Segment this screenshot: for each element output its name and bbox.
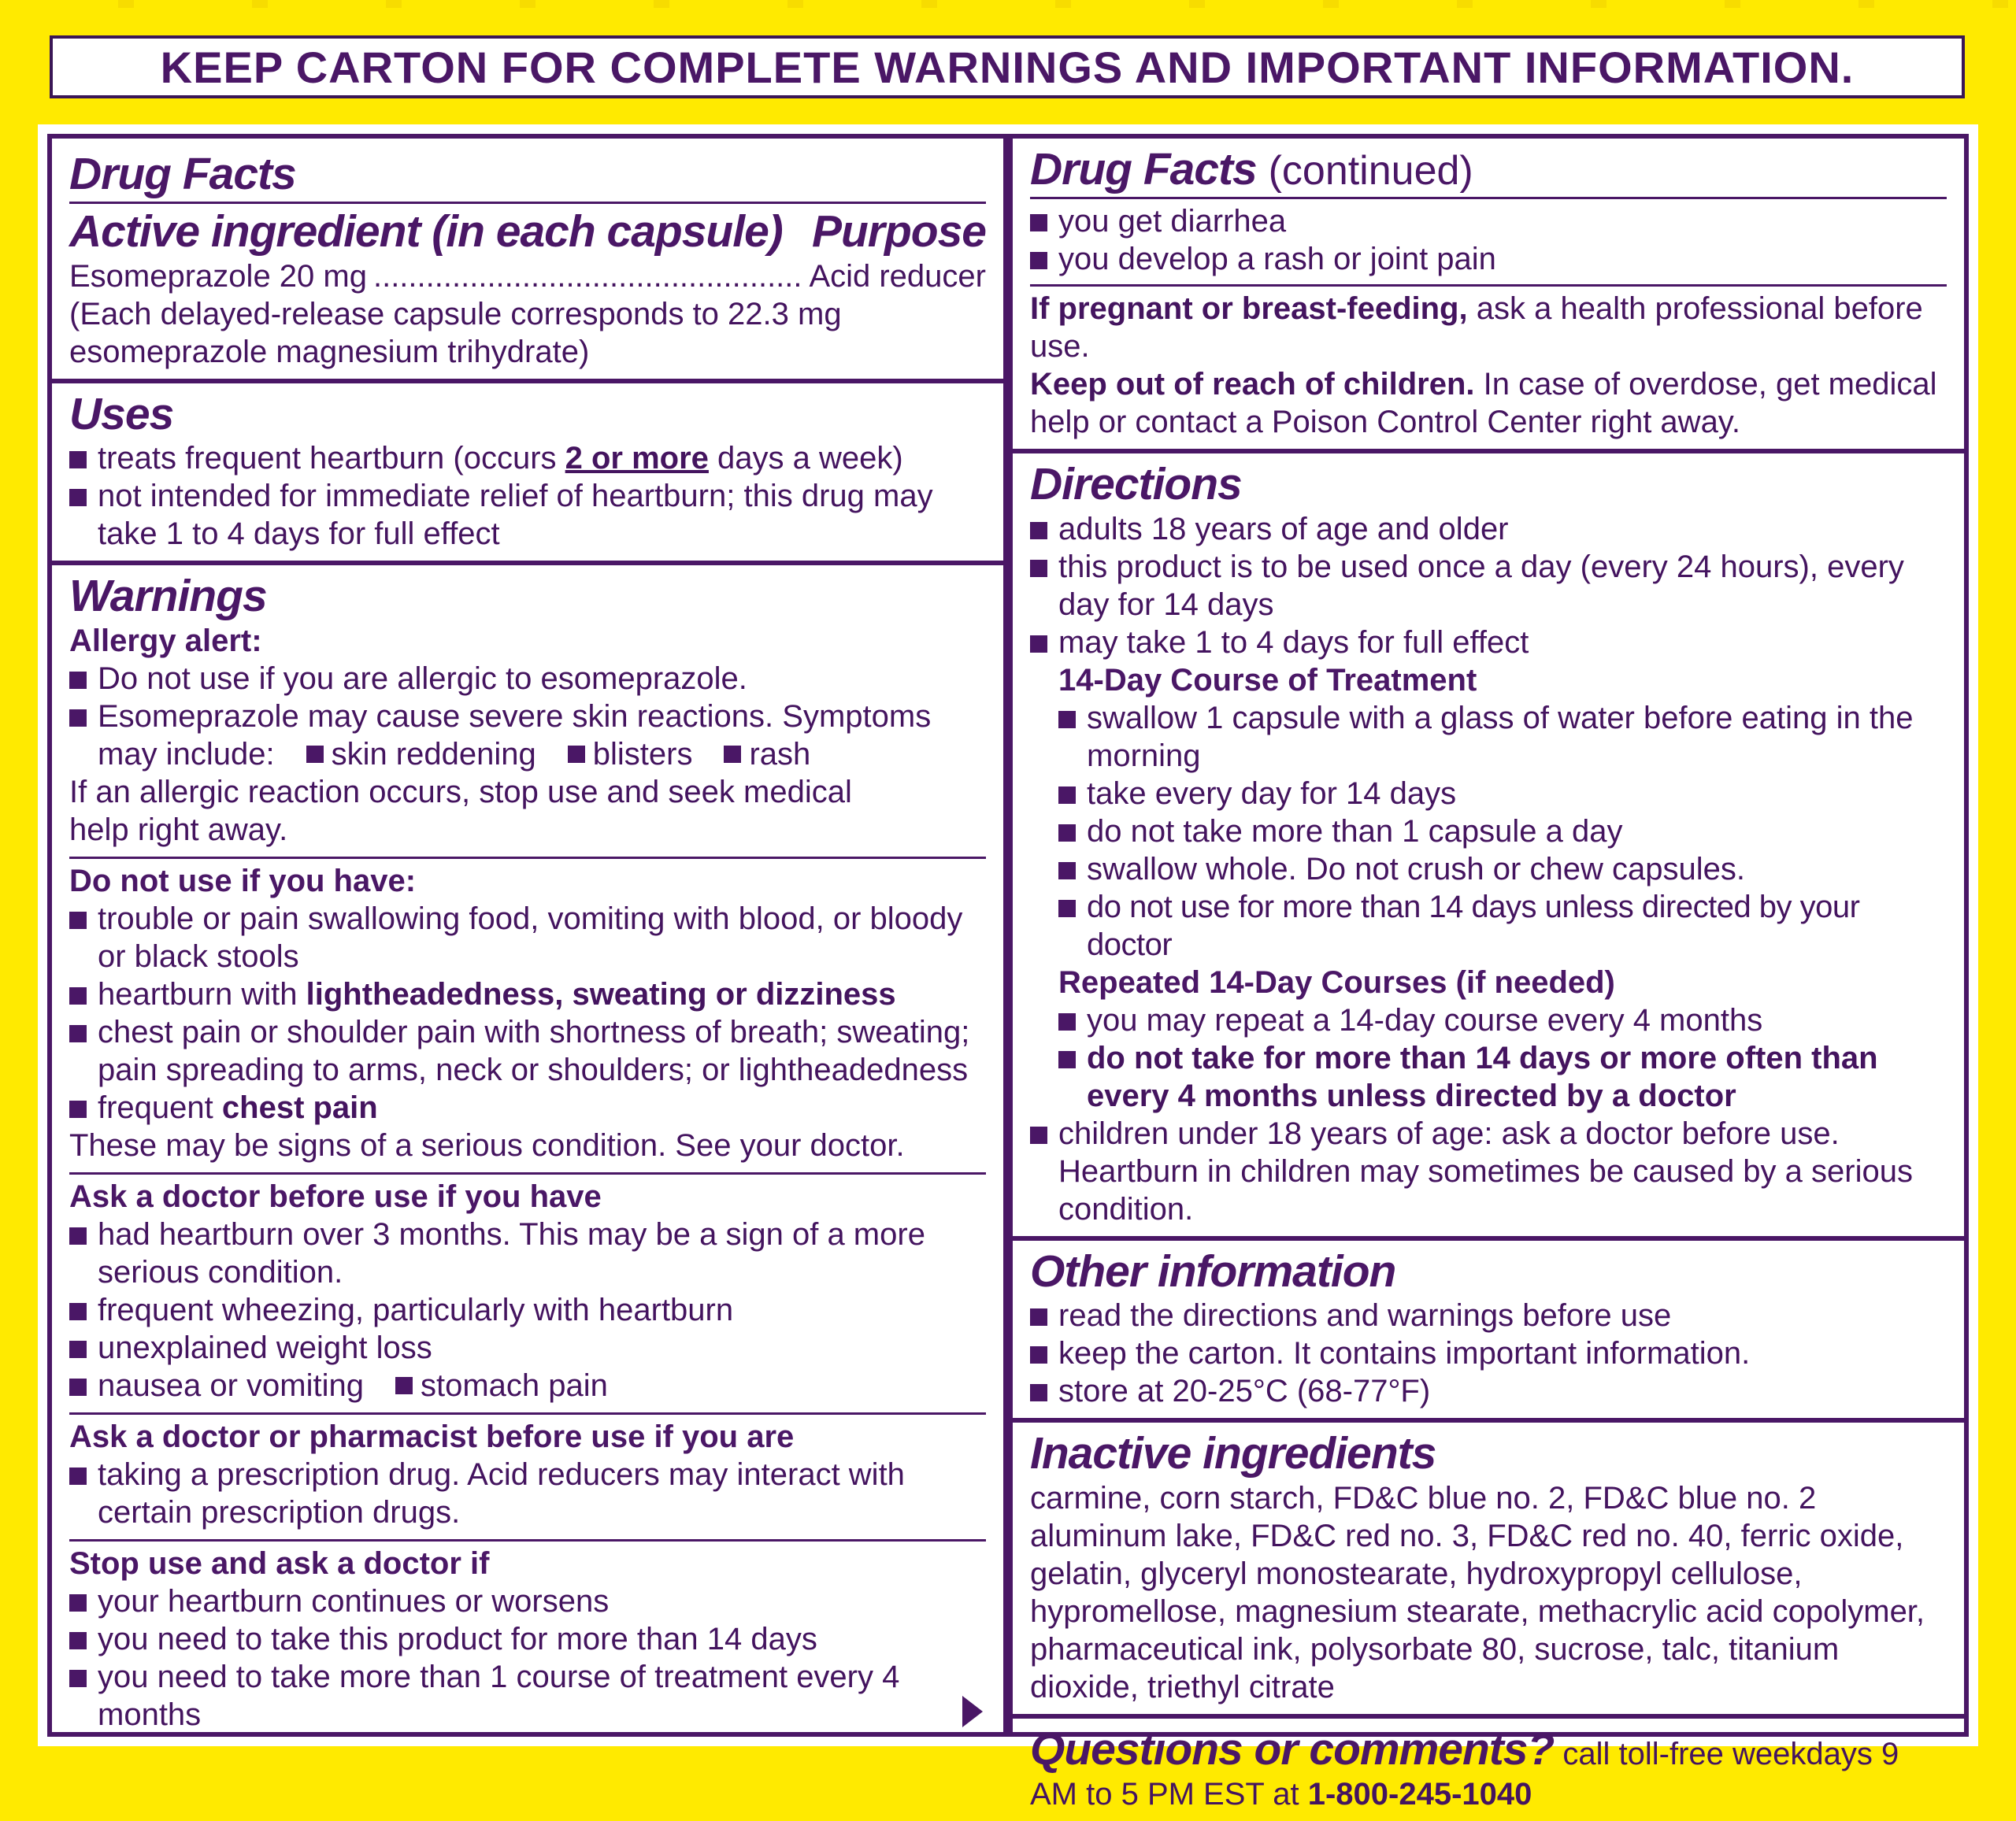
other-information-title: Other information: [1030, 1245, 1396, 1297]
continued-section: [1013, 139, 1964, 453]
square-bullet-icon: [1030, 635, 1047, 653]
square-bullet-icon: [69, 1227, 87, 1245]
square-bullet-icon: [306, 746, 324, 763]
divider: [69, 857, 986, 859]
list-item: you need to take this product for more than 14 days: [69, 1620, 986, 1658]
top-stripe: [0, 0, 2016, 8]
repeat-course-heading: Repeated 14-Day Courses (if needed): [1058, 964, 1615, 1000]
list-item: Do not use if you are allergic to esomeprazole.: [69, 660, 986, 698]
active-ingredient-heading: Active ingredient (in each capsule): [69, 205, 783, 257]
square-bullet-icon: [69, 1468, 87, 1485]
square-bullet-icon: [69, 987, 87, 1005]
children-warning: Keep out of reach of children. In case of overdose, get medical help or contact a Poison Control Center right away.: [1030, 366, 1937, 439]
divider: [1030, 284, 1947, 287]
divider: [1030, 197, 1947, 199]
ingredient-note: (Each delayed-release capsule corresponds to 22.3 mg esomeprazole magnesium trihydrate): [69, 296, 842, 369]
square-bullet-icon: [395, 1377, 413, 1394]
list-item: store at 20-25°C (68-77°F): [1030, 1372, 1947, 1410]
emphasis: 2 or more: [565, 441, 709, 476]
list-item: taking a prescription drug. Acid reducers may interact with certain prescription drugs.: [69, 1456, 986, 1531]
inactive-ingredients-title: Inactive ingredients: [1030, 1428, 1436, 1479]
phone-number: 1-800-245-1040: [1307, 1777, 1532, 1812]
list-item: keep the carton. It contains important information.: [1030, 1334, 1947, 1372]
square-bullet-icon: [1058, 824, 1076, 842]
square-bullet-icon: [568, 746, 585, 763]
list-item: heartburn with lightheadedness, sweating or dizziness: [69, 975, 986, 1013]
right-column: [1008, 134, 1969, 1812]
ask-doctor-heading: Ask a doctor before use if you have: [69, 1179, 602, 1215]
square-bullet-icon: [69, 1303, 87, 1320]
carton-banner: KEEP CARTON FOR COMPLETE WARNINGS AND IMPORTANT INFORMATION.: [50, 35, 1965, 98]
square-bullet-icon: [1030, 252, 1047, 269]
square-bullet-icon: [1030, 560, 1047, 577]
warnings-title: Warnings: [69, 571, 267, 622]
divider: [69, 202, 986, 204]
inactive-ingredients-section: [1013, 1423, 1964, 1719]
list-item: your heartburn continues or worsens: [69, 1582, 986, 1620]
square-bullet-icon: [1058, 711, 1076, 728]
list-item: children under 18 years of age: ask a doctor before use. Heartburn in children may sometimes be caused by a serious condition.: [1030, 1115, 1947, 1228]
square-bullet-icon: [1030, 1127, 1047, 1144]
list-item: you need to take more than 1 course of treatment every 4 months: [69, 1658, 925, 1734]
square-bullet-icon: [1058, 900, 1076, 917]
square-bullet-icon: [1030, 1384, 1047, 1401]
square-bullet-icon: [1058, 862, 1076, 879]
list-item: you get diarrhea: [1030, 202, 1947, 240]
warnings-section: [52, 565, 1003, 1741]
divider: [69, 1412, 986, 1415]
list-item: not intended for immediate relief of heartburn; this drug may take 1 to 4 days for full effect: [69, 477, 986, 553]
list-item: swallow 1 capsule with a glass of water before eating in the morning: [1030, 699, 1947, 775]
list-item: adults 18 years of age and older: [1030, 510, 1947, 548]
ingredient-row: [69, 257, 986, 295]
square-bullet-icon: [1058, 1051, 1076, 1068]
list-item: take every day for 14 days: [1030, 775, 1947, 812]
uses-title: Uses: [69, 388, 174, 439]
list-item: frequent wheezing, particularly with heartburn: [69, 1291, 986, 1329]
list-item: treats frequent heartburn (occurs 2 or more days a week): [69, 439, 986, 477]
list-item: do not take for more than 14 days or more often than every 4 months unless directed by a doctor: [1030, 1039, 1947, 1115]
square-bullet-icon: [1058, 787, 1076, 804]
drug-facts-panel: [38, 124, 1978, 1812]
list-item: read the directions and warnings before use: [1030, 1297, 1947, 1334]
left-column: [47, 134, 1008, 1737]
uses-section: [52, 383, 1003, 566]
drug-facts-title: Drug Facts: [69, 149, 296, 199]
square-bullet-icon: [724, 746, 741, 763]
course-heading: 14-Day Course of Treatment: [1058, 662, 1477, 698]
active-heading-row: [69, 207, 986, 257]
ingredient-purpose: Acid reducer: [809, 258, 986, 294]
do-not-use-heading: Do not use if you have:: [69, 864, 417, 899]
ask-pharmacist-heading: Ask a doctor or pharmacist before use if you are: [69, 1419, 795, 1455]
active-ingredient-section: [52, 139, 1003, 383]
square-bullet-icon: [69, 1101, 87, 1118]
list-item: do not use for more than 14 days unless directed by your doctor: [1030, 888, 1947, 964]
list-item: had heartburn over 3 months. This may be a sign of a more serious condition.: [69, 1216, 986, 1291]
directions-title: Directions: [1030, 458, 1242, 509]
list-item: chest pain or shoulder pain with shortness of breath; sweating; pain spreading to arms, neck or shoulders; or lightheadedness: [69, 1013, 986, 1089]
square-bullet-icon: [69, 912, 87, 929]
drug-facts-continued-title: Drug Facts (continued): [1030, 144, 1473, 194]
list-item: nausea or vomiting stomach pain: [69, 1367, 986, 1405]
continue-arrow-icon: [962, 1696, 983, 1727]
square-bullet-icon: [69, 1632, 87, 1649]
questions-text: Questions or comments? call toll-free weekdays 9 AM to 5 PM EST at 1-800-245-1040: [1030, 1724, 1899, 1812]
square-bullet-icon: [1030, 1346, 1047, 1364]
list-item: you develop a rash or joint pain: [1030, 240, 1947, 278]
list-item: unexplained weight loss: [69, 1329, 986, 1367]
stop-use-heading: Stop use and ask a doctor if: [69, 1546, 490, 1582]
questions-title: Questions or comments?: [1030, 1724, 1555, 1775]
square-bullet-icon: [1030, 214, 1047, 231]
questions-section: [1013, 1719, 1964, 1821]
square-bullet-icon: [69, 672, 87, 689]
list-item: may take 1 to 4 days for full effect: [1030, 624, 1947, 661]
allergy-alert-heading: Allergy alert:: [69, 624, 262, 659]
list-item: trouble or pain swallowing food, vomiting with blood, or bloody or black stools: [69, 900, 986, 975]
list-item: this product is to be used once a day (every 24 hours), every day for 14 days: [1030, 548, 1947, 624]
inactive-ingredients-text: carmine, corn starch, FD&C blue no. 2, FD&C blue no. 2 aluminum lake, FD&C red no. 3, FD&C red no. 40, ferric oxide, gelatin, glyceryl monostearate, hydroxypropyl cellulose, hypromellose, magnesium stearate, methacrylic acid copolymer, pharmaceutical ink, polysorbate 80, sucrose, talc, titanium dioxide, triethyl citrate: [1030, 1481, 1925, 1705]
divider: [69, 1539, 986, 1542]
square-bullet-icon: [69, 1670, 87, 1687]
list-item: frequent chest pain: [69, 1089, 986, 1127]
allergy-note: If an allergic reaction occurs, stop use and seek medical help right away.: [69, 775, 852, 848]
purpose-heading: Purpose: [811, 205, 986, 257]
list-item: do not take more than 1 capsule a day: [1030, 812, 1947, 850]
leader-dots: [373, 257, 802, 295]
other-information-section: [1013, 1241, 1964, 1423]
square-bullet-icon: [1030, 1308, 1047, 1326]
square-bullet-icon: [69, 489, 87, 506]
pregnancy-warning: If pregnant or breast-feeding, ask a health professional before use.: [1030, 291, 1923, 364]
square-bullet-icon: [69, 1341, 87, 1358]
serious-condition-note: These may be signs of a serious condition. See your doctor.: [69, 1128, 905, 1164]
square-bullet-icon: [1058, 1013, 1076, 1031]
list-item: swallow whole. Do not crush or chew capsules.: [1030, 850, 1947, 888]
square-bullet-icon: [1030, 522, 1047, 539]
directions-section: [1013, 453, 1964, 1241]
square-bullet-icon: [69, 709, 87, 727]
ingredient-name: Esomeprazole 20 mg: [69, 258, 367, 294]
square-bullet-icon: [69, 451, 87, 468]
square-bullet-icon: [69, 1594, 87, 1612]
square-bullet-icon: [69, 1025, 87, 1042]
divider: [69, 1172, 986, 1175]
square-bullet-icon: [69, 1379, 87, 1396]
list-item: you may repeat a 14-day course every 4 months: [1030, 1001, 1947, 1039]
list-item: Esomeprazole may cause severe skin reactions. Symptoms may include: skin reddening blisters rash: [69, 698, 986, 773]
